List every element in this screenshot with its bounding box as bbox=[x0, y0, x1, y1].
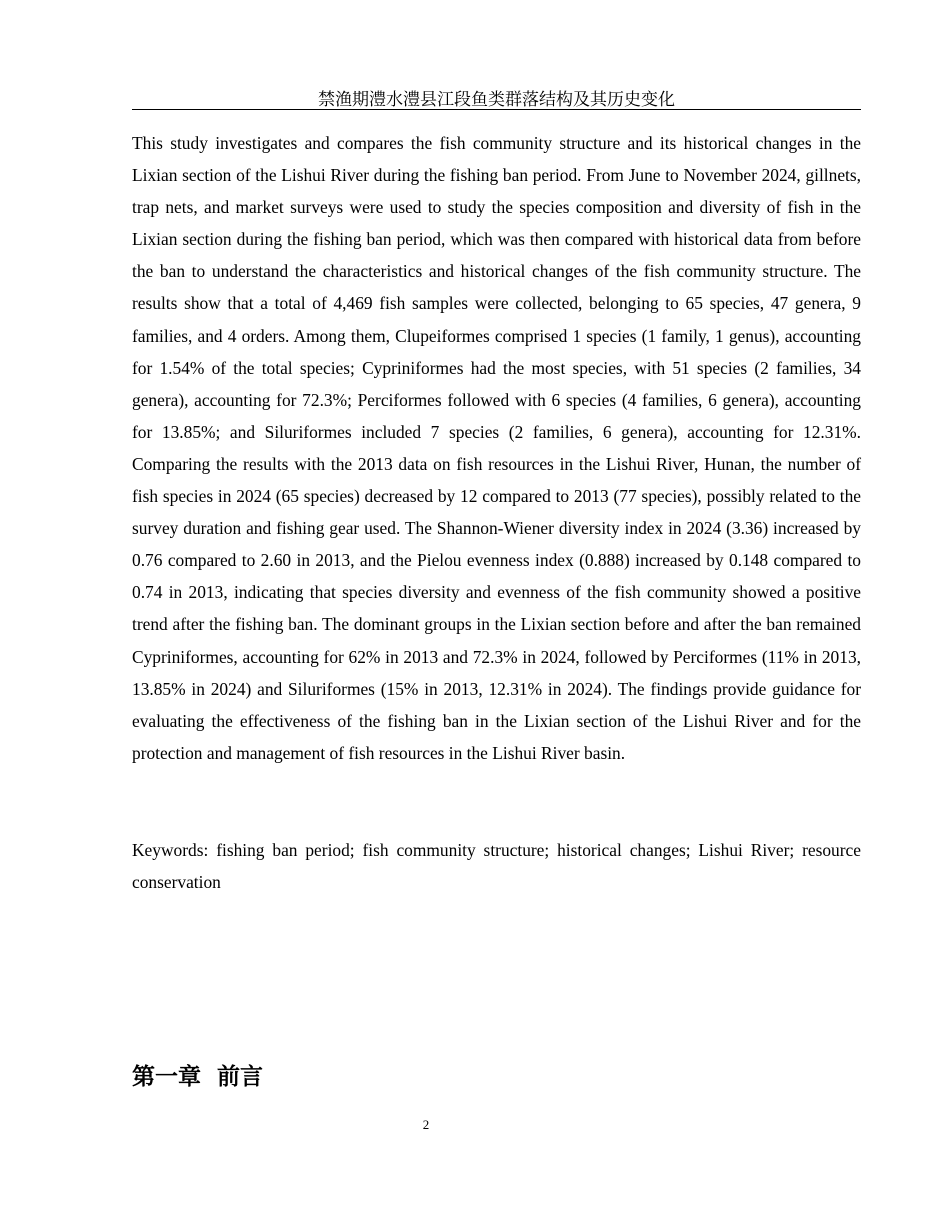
running-header: 禁渔期澧水澧县江段鱼类群落结构及其历史变化 bbox=[132, 88, 861, 110]
abstract-paragraph: This study investigates and compares the fish community structure and its historical changes in the Lixian section of the Lishui River during the fishing ban period. From June to November 2024, gillnets, trap nets, and market surveys were used to study the species composition and diversity of fish in the Lixian section during the fishing ban period, which was then compared with historical data from before the ban to understand the characteristics and historical changes of the fish community structure. The results show that a total of 4,469 fish samples were collected, belonging to 65 species, 47 genera, 9 families, and 4 orders. Among them, Clupeiformes comprised 1 species (1 family, 1 genus), accounting for 1.54% of the total species; Cypriniformes had the most species, with 51 species (2 families, 34 genera), accounting for 72.3%; Perciformes followed with 6 species (4 families, 6 genera), accounting for 13.85%; and Siluriformes included 7 species (2 families, 6 genera), accounting for 12.31%. Comparing the results with the 2013 data on fish resources in the Lishui River, Hunan, the number of fish species in 2024 (65 species) decreased by 12 compared to 2013 (77 species), possibly related to the survey duration and fishing gear used. The Shannon-Wiener diversity index in 2024 (3.36) increased by 0.76 compared to 2.60 in 2013, and the Pielou evenness index (0.888) increased by 0.148 compared to 0.74 in 2013, indicating that species diversity and evenness of the fish community showed a positive trend after the fishing ban. The dominant groups in the Lixian section before and after the ban remained Cypriniformes, accounting for 62% in 2013 and 72.3% in 2024, followed by Perciformes (11% in 2013, 13.85% in 2024) and Siluriformes (15% in 2013, 12.31% in 2024). The findings provide guidance for evaluating the effectiveness of the fishing ban in the Lixian section of the Lishui River and for the protection and management of fish resources in the Lishui River basin. bbox=[132, 133, 861, 763]
keywords-line: Keywords: fishing ban period; fish community structure; historical changes; Lishui River; resource conservation bbox=[132, 840, 861, 893]
page-number: 2 bbox=[422, 1117, 430, 1132]
chapter-heading: 第一章 前言 bbox=[132, 1064, 264, 1090]
